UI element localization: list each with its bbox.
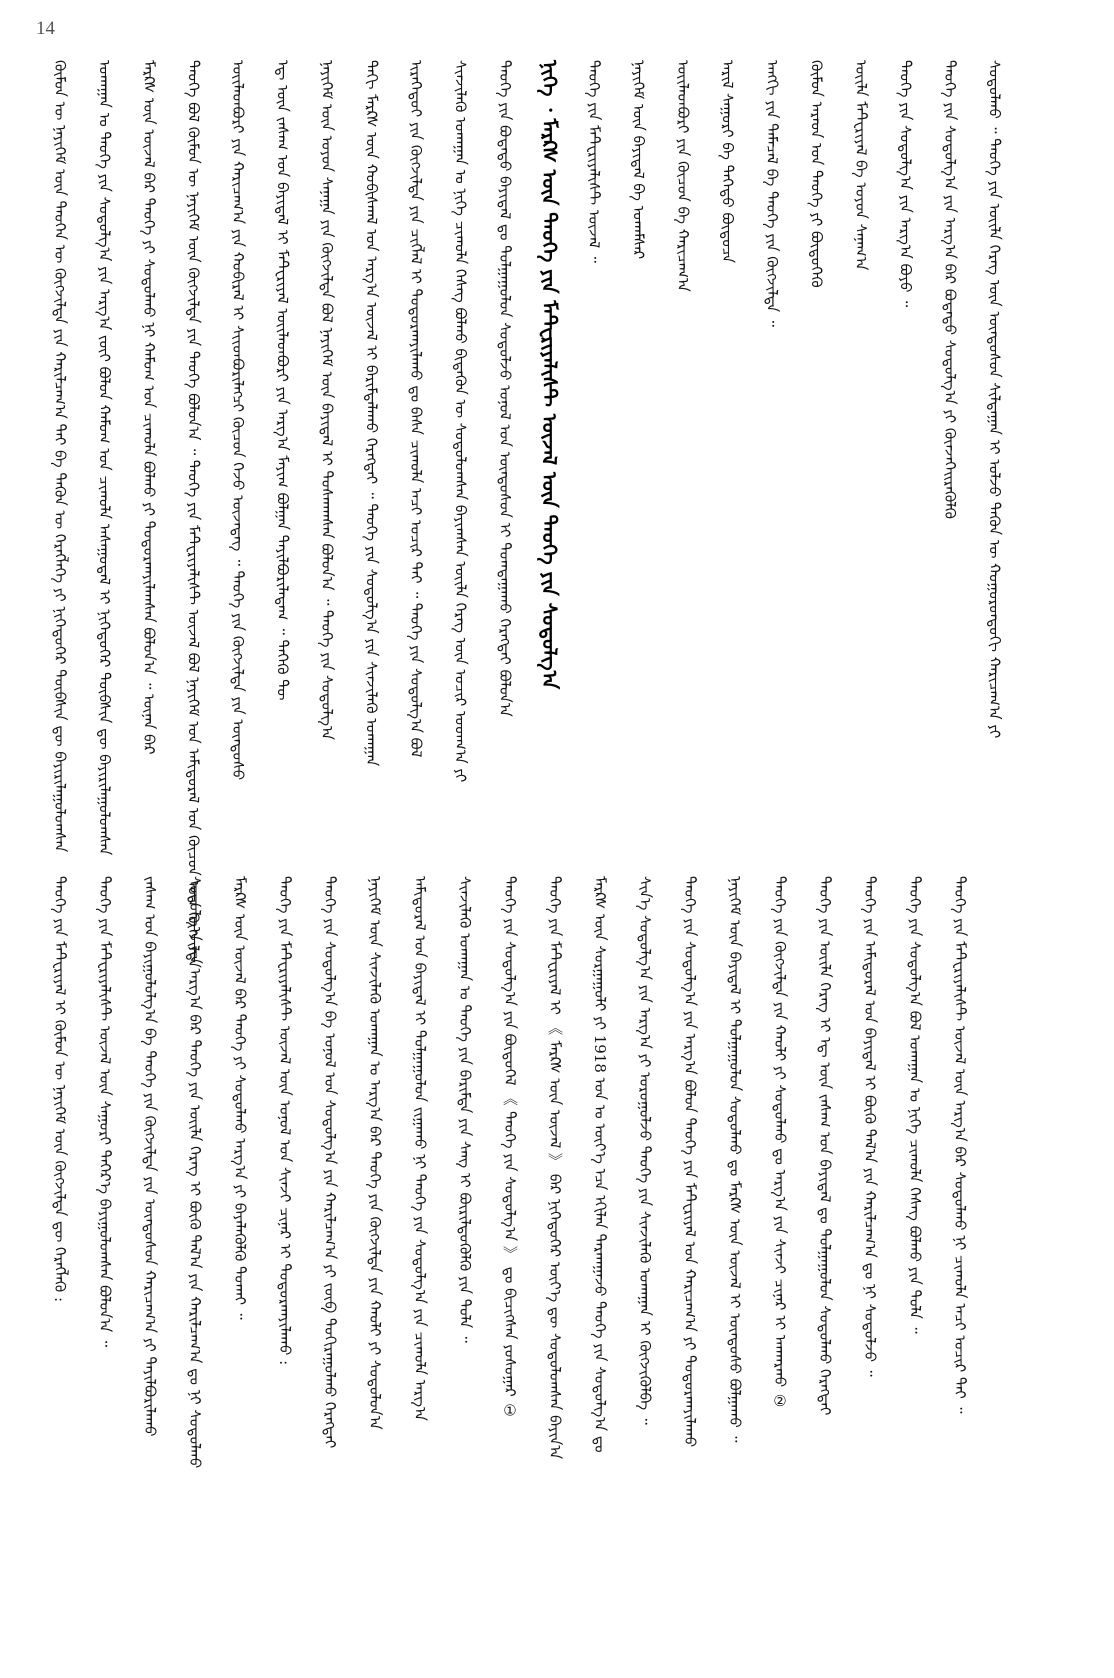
text-column bbox=[495, 60, 515, 850]
text-column bbox=[896, 60, 916, 850]
text-column-content: ᠦᠢᠯᠡᠳᠪᠦᠷᠢ ᠶᠢᠨ ᠬᠠᠷᠢᠴᠠᠭ᠎ᠠ ᠶᠢᠨ ᠬᠤᠪᠢᠷᠠᠯ ᠢ ᠰᠢᠢᠳᠪᠦᠷᠢᠯᠡᠭᠴᠢ ᠬᠦᠴᠦᠨ ᠭᠡᠵᠦ ᠦᠵᠡᠳᠡᠭ ᠃ ᠲᠡᠦᠬᠡ ᠶᠢᠨ ᠬᠦᠭᠵᠢᠯᠲᠡ ᠶᠢᠨ ᠦᠨᠳᠦᠰᠦ bbox=[229, 60, 247, 781]
text-column bbox=[860, 876, 880, 1662]
text-column bbox=[905, 876, 925, 1662]
text-column-content: ᠨᠡᠶᠢᠭᠡᠮ ᠦᠨ ᠤᠶᠤᠨ ᠰᠠᠨᠠᠭᠠ ᠶᠢᠨ ᠬᠦᠭᠵᠢᠯᠲᠡ ᠪᠣᠯ ᠨᠡᠶᠢᠭᠡᠮ ᠦᠨ ᠪᠠᠶᠢᠳᠠᠯ ᠢ ᠲᠤᠰᠬᠠᠭᠰᠠᠨ ᠪᠣᠯᠤᠨ᠎ᠠ ᠃ ᠲᠡᠦᠬᠡ ᠶᠢᠨ ᠰᠤᠳᠤᠯᠭ᠎ᠠ bbox=[318, 60, 336, 740]
page-number: 14 bbox=[36, 18, 55, 39]
text-column-content: ᠬᠦᠮᠦᠨ ᠦ ᠨᠡᠶᠢᠭᠡᠮ ᠦᠨ ᠲᠡᠦᠬᠡᠨ ᠦ ᠬᠦᠭᠵᠢᠯᠲᠡ ᠶᠢᠨ ᠬᠠᠷᠢᠯᠴᠠᠭ᠎ᠠ ᠲᠠᠢ ᠪᠠ ᠲᠡᠭᠦᠨ ᠦ ᠬᠡᠷᠡᠭᠯᠡᠭᠡ ᠶᠢ ᠨᠢᠭᠡᠳᠦᠭᠡᠷ ᠲᠦᠪᠰᠢᠨ ᠳᠦ ᠪᠠᠶᠢᠷᠢᠯᠠᠭᠤᠯᠤᠭᠰᠠᠨ bbox=[51, 60, 69, 853]
text-column bbox=[228, 60, 248, 850]
text-column-content: ᠮᠠᠷᠺᠰ ᠦᠨ ᠦᠵᠡᠯ ᠪᠠᠷ ᠲᠡᠦᠬᠡ ᠶᠢ ᠰᠤᠳᠤᠯᠬᠤ ᠨᠢ ᠬᠠᠮᠤᠭ ᠤᠨ ᠴᠢᠬᠤᠯᠠ ᠪᠣᠯᠬᠤ ᠶᠢ ᠲᠣᠳᠣᠷᠬᠠᠶᠢᠯᠠᠭᠰᠠᠨ ᠪᠣᠯᠤᠨ᠎ᠠ ᠃ ᠦᠨᠡᠨ ᠪᠡᠷ bbox=[140, 60, 158, 755]
text-column bbox=[500, 876, 520, 1662]
text-column-content: ᠲᠡᠦᠬᠡ ᠶᠢᠨ ᠮᠠᠲ᠋ᠧᠷᠢᠶᠠᠯ ᠢ ᠬᠦᠮᠦᠨ ᠦ ᠨᠡᠶᠢᠭᠡᠮ ᠦᠨ ᠬᠦᠭᠵᠢᠯᠲᠡ ᠳᠦ ᠬᠡᠷᠡᠭᠯᠡᠬᠦ : bbox=[51, 876, 69, 1303]
text-column-content: ᠨᠡᠶᠢᠭᠡᠮ ᠦᠨ ᠪᠠᠶᠢᠳᠠᠯ ᠢ ᠲᠤᠯᠭᠠᠭᠤᠯᠤᠨ ᠰᠤᠳᠤᠯᠬᠤ ᠳᠤ ᠮᠠᠷᠺᠰ ᠦᠨ ᠦᠵᠡᠯ ᠢ ᠦᠨᠳᠦᠰᠦ ᠪᠣᠯᠭᠠᠬᠤ ᠃ bbox=[726, 876, 744, 1443]
text-column bbox=[406, 60, 426, 850]
text-column-content: ᠲᠡᠦᠬᠡ ᠶᠢᠨ ᠰᠤᠳᠤᠯᠭ᠎ᠠ ᠶᠢᠨ ᠠᠷᠭ᠎ᠠ ᠪᠤᠶᠤ ᠃ bbox=[896, 60, 915, 308]
text-column-content: ᠲᠡᠦᠬᠡ ᠪᠣᠯ ᠬᠦᠮᠦᠨ ᠦ ᠨᠡᠶᠢᠭᠡᠮ ᠦᠨ ᠬᠦᠭᠵᠢᠯᠲᠡ ᠶᠢᠨ ᠲᠡᠦᠬᠡ ᠪᠣᠯᠤᠨ᠎ᠠ ᠃ ᠲᠡᠦᠬᠡ ᠶᠢᠨ ᠮᠠᠲ᠋ᠧᠷᠢᠶᠠᠯᠢᠰᠲ ᠦᠵᠡᠯ ᠪᠣᠯ ᠨᠡᠶᠢᠭᠡᠮ ᠤᠨ ᠠᠮᠢᠳᠤᠷᠠᠯ ᠤᠨ ᠬᠦᠴᠦᠨ ᠦᠨ ᠬᠦᠭᠵᠢᠯᠲᠡ bbox=[184, 60, 203, 968]
text-column bbox=[590, 876, 610, 1662]
text-column-content: ᠰᠢᠨᠵᠢᠯᠡᠬᠦ ᠤᠬᠠᠭᠠᠨ ᠤ ᠨᠢᠭᠡ ᠴᠢᠬᠤᠯᠠ ᠬᠡᠰᠡᠭ ᠪᠣᠯᠬᠤ ᠪᠢᠳᠡᠬᠦᠨ ᠦ ᠰᠤᠳᠤᠯᠤᠭᠰᠠᠨ ᠪᠠᠶᠢᠭᠰᠠᠨ ᠦᠢᠯᠡ ᠬᠡᠷᠡᠭ ᠦᠨ ᠤᠴᠢᠷ ᠤᠳᠬ᠎ᠠ ᠶᠢ bbox=[451, 60, 470, 783]
text-column bbox=[320, 876, 340, 1662]
text-column bbox=[718, 60, 738, 850]
text-column-content: ᠠᠮᠢᠳᠤᠷᠠᠯ ᠤᠨ ᠪᠠᠶᠢᠳᠠᠯ ᠢ ᠲᠤᠯᠭᠠᠭᠤᠯᠤᠨ ᠵᠢᠭᠠᠬᠤ ᠨᠢ ᠲᠡᠦᠬᠡ ᠶᠢᠨ ᠰᠤᠳᠤᠯᠭ᠎ᠠ ᠶᠢᠨ ᠴᠢᠬᠤᠯᠠ ᠠᠷᠭ᠎ᠠ bbox=[411, 876, 429, 1421]
text-column bbox=[635, 876, 655, 1662]
text-column bbox=[451, 60, 471, 850]
text-column bbox=[673, 60, 693, 850]
text-column bbox=[629, 60, 649, 850]
text-column-content: ᠨᠡᠶᠢᠭᠡᠮ ᠦᠨ ᠪᠠᠶᠢᠳᠠᠯ ᠪᠠ ᠤᠬᠠᠮᠰᠠᠷ bbox=[629, 60, 648, 260]
text-column-content: ᠲᠡᠦᠬᠡ ᠶᠢᠨ ᠮᠠᠲ᠋ᠧᠷᠢᠶᠠᠯᠢᠰᠲ ᠦᠵᠡᠯ ᠦᠨ ᠠᠷᠭ᠎ᠠ ᠪᠠᠷ ᠰᠤᠳᠤᠯᠬᠤ ᠨᠢ ᠴᠢᠬᠤᠯᠠ ᠠᠴᠢ ᠤᠴᠢᠷ ᠲᠠᠢ ᠃ bbox=[951, 876, 969, 1414]
text-column-content: ᠲᠡᠦᠬᠡ ᠶᠢᠨ ᠰᠤᠳᠤᠯᠭ᠎ᠠ ᠶᠢᠨ ᠠᠷᠭ᠎ᠠ ᠪᠠᠷ ᠪᠣᠳᠠᠲᠤ ᠰᠤᠳᠤᠯᠭ᠎ᠠ ᠶᠢ ᠭᠦᠨᠵᠡᠭᠡᠢᠷᠡᠭᠦᠯᠬᠦ bbox=[941, 60, 959, 519]
text-column bbox=[985, 60, 1005, 850]
text-column bbox=[362, 60, 382, 850]
section-heading bbox=[537, 60, 562, 850]
text-column bbox=[680, 876, 700, 1662]
text-column bbox=[50, 876, 70, 1662]
text-column bbox=[185, 876, 205, 1662]
top-text-block bbox=[0, 60, 1114, 968]
text-column-content: ᠬᠦᠮᠦᠨ ᠠᠷᠠᠳ ᠤᠨ ᠲᠡᠦᠬᠡ ᠶᠢ ᠪᠦᠲᠦᠭᠡᠬᠦ bbox=[807, 60, 826, 288]
text-column bbox=[95, 60, 115, 856]
text-column bbox=[50, 60, 70, 853]
text-column bbox=[584, 60, 604, 850]
text-column-content: ᠢᠷᠡᠭᠡᠳᠦᠢ ᠶᠢᠨ ᠬᠦᠭᠵᠢᠯᠲᠡ ᠶᠢᠨ ᠴᠢᠭᠯᠡᠯ ᠢ ᠲᠣᠳᠣᠷᠬᠠᠶᠢᠯᠠᠬᠤ ᠳᠤ ᠪᠠᠰᠠ ᠴᠢᠬᠤᠯᠠ ᠠᠴᠢ ᠤᠴᠢᠷ ᠲᠠᠢ ᠃ ᠲᠡᠦᠬᠡ ᠶᠢᠨ ᠰᠤᠳᠤᠯᠭ᠎ᠠ ᠪᠣᠯ bbox=[407, 60, 425, 758]
text-column-content: ᠲᠡᠦᠬᠡ ᠶᠢᠨ ᠮᠠᠲ᠋ᠧᠷᠢᠶᠠᠯᠢᠰᠲ ᠦᠵᠡᠯ ᠦᠨ ᠣᠨᠣᠯ ᠤᠨ ᠰᠢᠨᠵᠢ ᠴᠢᠨᠠᠷ ᠢ ᠲᠣᠳᠣᠷᠬᠠᠶᠢᠯᠠᠬᠤ : bbox=[276, 876, 294, 1366]
text-column-content: ᠲᠡᠦᠬᠡ ᠶᠢᠨ ᠰᠤᠳᠤᠯᠭ᠎ᠠ ᠶᠢᠨ ᠠᠷᠭ᠎ᠠ ᠪᠣᠯᠤᠨ ᠲᠡᠦᠬᠡ ᠶᠢᠨ ᠮᠠᠲ᠋ᠧᠷᠢᠶᠠᠯ ᠤᠨ ᠬᠠᠷᠢᠴᠠᠭ᠎ᠠ ᠶᠢ ᠲᠣᠳᠣᠷᠬᠠᠶᠢᠯᠠᠬᠤ bbox=[681, 876, 699, 1448]
text-column-content: ᠮᠠᠷᠺᠰ ᠦᠨ ᠦᠵᠡᠯ ᠪᠠᠷ ᠲᠡᠦᠬᠡ ᠶᠢ ᠰᠤᠳᠤᠯᠬᠤ ᠠᠷᠭ᠎ᠠ ᠶᠢ ᠪᠡᠶᠡᠯᠡᠭᠦᠯᠬᠦ ᠲᠤᠬᠠᠢ ᠃ bbox=[231, 876, 249, 1320]
text-column bbox=[815, 876, 835, 1662]
text-column bbox=[184, 60, 204, 968]
text-column-content: ᠤᠬᠠᠭᠠᠨ ᠤ ᠲᠡᠦᠬᠡ ᠶᠢᠨ ᠰᠤᠳᠤᠯᠭ᠎ᠠ ᠶᠢᠨ ᠠᠷᠭ᠎ᠠ ᠵᠦᠢ ᠪᠣᠯᠤᠨ ᠬᠠᠮᠤᠭ ᠤᠨ ᠴᠢᠬᠤᠯᠠ ᠠᠰᠠᠭᠤᠳᠠᠯ ᠢ ᠨᠢᠭᠡᠳᠦᠭᠡᠷ ᠲᠦᠪᠰᠢᠨ ᠳᠦ ᠪᠠᠶᠢᠷᠢᠯᠠᠭᠤᠯᠤᠭᠰᠠᠨ bbox=[95, 60, 114, 856]
text-column-content: ᠰᠢᠨᠵᠢᠯᠡᠬᠦ ᠤᠬᠠᠭᠠᠨ ᠤ ᠲᠡᠦᠬᠡ ᠶᠢᠨ ᠪᠠᠷᠢᠮᠲᠠ ᠶᠢᠨ ᠰᠠᠩ ᠢ ᠪᠦᠷᠢᠯᠳᠦᠭᠦᠯᠬᠦ ᠶᠢᠨ ᠲᠤᠯᠠ ᠃ bbox=[456, 876, 474, 1343]
text-column-content: ᠨᠡᠶᠢᠭᠡᠮ ᠦᠨ ᠰᠢᠨᠵᠢᠯᠡᠬᠦ ᠤᠬᠠᠭᠠᠨ ᠤ ᠠᠷᠭ᠎ᠠ ᠪᠠᠷ ᠲᠡᠦᠬᠡ ᠶᠢᠨ ᠬᠦᠭᠵᠢᠯᠲᠡ ᠶᠢᠨ ᠬᠠᠤᠯᠢ ᠶᠢ ᠰᠤᠳᠤᠯᠤᠨ᠎ᠠ bbox=[366, 876, 384, 1430]
text-column-content: ᠰᠢᠨ᠎ᠡ ᠰᠤᠳᠤᠯᠭ᠎ᠠ ᠶᠢᠨ ᠠᠷᠭ᠎ᠠ ᠶᠢ ᠣᠷᠣᠭᠤᠯᠵᠤ ᠲᠡᠦᠬᠡ ᠶᠢᠨ ᠰᠢᠨᠵᠢᠯᠡᠬᠦ ᠤᠬᠠᠭᠠᠨ ᠢ ᠬᠦᠭᠵᠢᠭᠦᠯᠪᠡ ᠃ bbox=[636, 876, 654, 1425]
text-column bbox=[455, 876, 475, 1662]
text-column bbox=[410, 876, 430, 1662]
text-column-content: ᠲᠡᠦᠬᠡ ᠶᠢᠨ ᠮᠠᠲ᠋ᠧᠷᠢᠶᠠᠯᠢᠰᠲ ᠦᠵᠡᠯ ᠃ bbox=[585, 60, 603, 263]
text-column-content: ᠨᠢᠭᠡ ᠂ ᠮᠠᠷᠺᠰ ᠦᠨ ᠲᠡᠦᠬᠡ ᠶᠢᠨ ᠮᠠᠲ᠋ᠧᠷᠢᠶᠠᠯᠢᠰᠲ ᠦᠵᠡᠯ ᠦᠨ ᠲᠡᠦᠬᠡ ᠶᠢᠨ ᠰᠤᠳᠤᠯᠭ᠎ᠠ bbox=[537, 60, 562, 690]
text-column-content: ᠦᠢᠯᠡᠳᠪᠦᠷᠢ ᠶᠢᠨ ᠬᠦᠴᠦᠨ ᠪᠠ ᠬᠠᠷᠢᠴᠠᠭ᠎ᠠ bbox=[674, 60, 692, 292]
text-column bbox=[770, 876, 790, 1662]
text-column bbox=[807, 60, 827, 850]
text-column-content: ᠡᠳ᠋ ᠦᠨ ᠵᠠᠰᠠᠭ ᠤᠨ ᠪᠠᠶᠢᠳᠠᠯ ᠢ ᠮᠠᠲ᠋ᠧᠷᠢᠶᠠᠯ ᠦᠢᠯᠡᠳᠪᠦᠷᠢ ᠶᠢᠨ ᠠᠷᠭ᠎ᠠ ᠮᠠᠶᠢᠭ ᠪᠣᠯᠭᠠᠨ ᠲᠠᠶᠢᠯᠪᠤᠷᠢᠯᠠᠳᠠᠭ ᠃ ᠲᠡᠭᠡᠬᠦ ᠲᠦ bbox=[273, 60, 292, 701]
text-column-content: ᠲᠡᠦᠬᠡ ᠶᠢᠨ ᠮᠠᠲ᠋ᠧᠷᠢᠶᠠᠯᠢᠰᠲ ᠦᠵᠡᠯ ᠦᠨ ᠰᠠᠭᠤᠷᠢ ᠳᠡᠭᠡᠷ᠎ᠡ ᠪᠠᠶᠢᠭᠤᠯᠤᠭᠰᠠᠨ ᠪᠣᠯᠤᠨ᠎ᠠ ᠃ bbox=[96, 876, 114, 1347]
text-column bbox=[273, 60, 293, 850]
text-column bbox=[545, 876, 565, 1662]
text-column-content: ᠠᠷᠢᠯ ᠰᠠᠭᠤᠷᠢ ᠪᠠ ᠳᠡᠭᠡᠳᠦ ᠪᠦᠲᠦᠴᠡ bbox=[718, 60, 737, 264]
text-column bbox=[365, 876, 385, 1662]
text-column bbox=[139, 60, 159, 850]
text-column bbox=[950, 876, 970, 1662]
text-column-content: ᠦᠢᠯᠡ ᠮᠠᠲ᠋ᠧᠷᠢᠶᠠᠯ ᠪᠠ ᠤᠶᠤᠨ ᠰᠠᠨᠠᠭ᠎ᠠ bbox=[852, 60, 870, 271]
text-column bbox=[275, 876, 295, 1662]
text-column-content: ᠲᠡᠦᠬᠡ ᠶᠢᠨ ᠠᠮᠢᠳᠤᠷᠠᠯ ᠤᠨ ᠪᠠᠶᠢᠳᠠᠯ ᠢ ᠪᠦᠬᠦ ᠲᠠᠯ᠎ᠠ ᠶᠢᠨ ᠬᠠᠷᠢᠯᠴᠠᠭ᠎ᠠ ᠳᠤ ᠨᠢ ᠰᠤᠳᠤᠯᠵᠤ ᠃ bbox=[861, 876, 879, 1377]
text-column bbox=[762, 60, 782, 850]
text-column-content: ᠲᠡᠦᠬᠡ ᠶᠢᠨ ᠪᠣᠳᠠᠲᠤ ᠪᠠᠶᠢᠳᠠᠯ ᠳᠤ ᠲᠤᠯᠭᠠᠭᠤᠯᠤᠨ ᠰᠤᠳᠤᠯᠵᠤ ᠣᠨᠣᠯ ᠤᠨ ᠦᠨᠳᠦᠰᠦᠨ ᠢ ᠲᠣᠭᠲᠠᠭᠠᠬᠤ ᠬᠡᠷᠡᠭᠲᠡᠢ ᠪᠣᠯᠤᠨ᠎ᠠ bbox=[496, 60, 514, 717]
text-column-content: ᠲᠡᠦᠬᠡ ᠶᠢᠨ ᠮᠠᠲ᠋ᠧᠷᠢᠶᠠᠯ ᠢ 《 ᠮᠠᠷᠺᠰ ᠦᠨ ᠦᠵᠡᠯ 》 ᠪᠠᠷ ᠨᠢᠭᠡᠳᠦᠭᠡᠷ ᠦᠶ᠎ᠡ ᠳᠦ ᠰᠤᠳᠤᠯᠤᠭᠰᠠᠨ ᠪᠠᠶᠢᠨ᠎ᠠ bbox=[546, 876, 564, 1460]
text-column bbox=[230, 876, 250, 1662]
text-column bbox=[140, 876, 160, 1662]
text-column-content: ᠲᠡᠦᠬᠡ ᠶᠢᠨ ᠦᠢᠯᠡ ᠬᠡᠷᠡᠭ ᠢ ᠡᠳ᠋ ᠦᠨ ᠵᠠᠰᠠᠭ ᠤᠨ ᠪᠠᠶᠢᠳᠠᠯ ᠳᠤ ᠲᠤᠯᠭᠠᠭᠤᠯᠤᠨ ᠰᠤᠳᠤᠯᠬᠤ ᠬᠡᠷᠡᠭᠲᠡᠢ bbox=[816, 876, 834, 1416]
text-column bbox=[317, 60, 337, 850]
text-column-content: ᠰᠤᠳᠤᠯᠬᠤ ᠃ ᠲᠡᠦᠬᠡ ᠶᠢᠨ ᠦᠢᠯᠡ ᠬᠡᠷᠡᠭ ᠦᠨ ᠦᠨᠳᠦᠰᠦᠨ ᠰᠢᠯᠲᠠᠭᠠᠨ ᠢ ᠣᠯᠵᠤ ᠲᠡᠭᠦᠨ ᠦ ᠬᠣᠭᠣᠷᠣᠨᠳᠤᠬᠢ ᠬᠠᠷᠢᠴᠠᠭ᠎ᠠ ᠶᠢ bbox=[985, 60, 1004, 739]
text-column bbox=[940, 60, 960, 850]
text-column bbox=[851, 60, 871, 850]
text-column-content: ᠠᠩᠭᠢ ᠶᠢᠨ ᠲᠡᠮᠡᠴᠡᠯ ᠪᠠ ᠲᠡᠦᠬᠡ ᠶᠢᠨ ᠬᠦᠭᠵᠢᠯᠲᠡ ᠃ bbox=[763, 60, 781, 327]
text-column-content: ᠮᠠᠷᠺᠰ ᠦᠨ ᠰᠤᠷᠭᠠᠭᠤᠯᠢ ᠶᠢ 1918 ᠣᠨ ᠤ ᠦᠶ᠎ᠡ ᠡᠴᠡ ᠡᠬᠢᠯᠡᠨ ᠲᠠᠷᠬᠠᠭᠠᠵᠤ ᠲᠡᠦᠬᠡ ᠶᠢᠨ ᠰᠤᠳᠤᠯᠭ᠎ᠠ ᠳᠤ bbox=[591, 876, 609, 1453]
bottom-text-block bbox=[0, 876, 1114, 1662]
text-column-content: ᠲᠡᠦᠬᠡ ᠶᠢᠨ ᠰᠤᠳᠤᠯᠭ᠎ᠠ ᠪᠣᠯ ᠤᠬᠠᠭᠠᠨ ᠤ ᠨᠢᠭᠡ ᠴᠢᠬᠤᠯᠠ ᠬᠡᠰᠡᠭ ᠪᠣᠯᠬᠤ ᠶᠢᠨ ᠲᠤᠯᠠ ᠃ bbox=[906, 876, 924, 1334]
text-column-content: ᠲᠡᠦᠬᠡ ᠶᠢᠨ ᠬᠦᠭᠵᠢᠯᠲᠡ ᠶᠢᠨ ᠬᠠᠤᠯᠢ ᠶᠢ ᠰᠤᠳᠤᠯᠬᠤ ᠳᠤ ᠠᠷᠭ᠎ᠠ ᠶᠢᠨ ᠰᠢᠨᠵᠢ ᠴᠢᠨᠠᠷ ᠢ ᠠᠨᠬᠠᠷᠬᠤ ② bbox=[771, 876, 789, 1410]
text-column-content: ᠵᠠᠰᠠᠭ ᠤᠨ ᠪᠠᠶᠢᠭᠤᠯᠤᠯᠭ᠎ᠠ ᠪᠠ ᠲᠡᠦᠬᠡ ᠶᠢᠨ ᠬᠦᠭᠵᠢᠯᠲᠡ ᠶᠢᠨ ᠦᠨᠳᠦᠰᠦᠨ ᠬᠠᠷᠢᠴᠠᠭ᠎ᠠ ᠶᠢ ᠲᠠᠶᠢᠯᠪᠤᠷᠢᠯᠠᠬᠤ bbox=[141, 876, 159, 1437]
text-column-content: ᠲᠡᠦᠬᠡ ᠶᠢᠨ ᠰᠤᠳᠤᠯᠭ᠎ᠠ ᠶᠢᠨ ᠪᠦᠲᠦᠭᠡᠯ 《 ᠲᠡᠦᠬᠡ ᠶᠢᠨ ᠰᠤᠳᠤᠯᠭ᠎ᠠ 》 ᠳᠤ ᠪᠢᠴᠢᠭᠰᠡᠨ ᠶᠣᠰᠤᠭᠠᠷ ① bbox=[501, 876, 519, 1420]
text-column bbox=[725, 876, 745, 1662]
text-column-content: ᠳᠠᠬᠢ ᠮᠠᠷᠺᠰ ᠦᠨ ᠬᠤᠪᠢᠰᠬᠠᠯ ᠤᠨ ᠠᠷᠭ᠎ᠠ ᠦᠵᠡᠯ ᠢ ᠪᠠᠷᠢᠮᠲᠠᠯᠠᠬᠤ ᠬᠡᠷᠡᠭᠲᠡᠢ ᠃ ᠲᠡᠦᠬᠡ ᠶᠢᠨ ᠰᠤᠳᠤᠯᠭ᠎ᠠ ᠶᠢᠨ ᠰᠢᠨᠵᠢᠯᠡᠬᠦ ᠤᠬᠠᠭᠠᠨ bbox=[362, 60, 381, 767]
text-column-content: ᠰᠤᠳᠤᠯᠭ᠎ᠠ ᠶᠢᠨ ᠠᠷᠭ᠎ᠠ ᠪᠠᠷ ᠲᠡᠦᠬᠡ ᠶᠢᠨ ᠦᠢᠯᠡ ᠬᠡᠷᠡᠭ ᠢ ᠪᠦᠬᠦ ᠲᠠᠯ᠎ᠠ ᠶᠢᠨ ᠬᠠᠷᠢᠯᠴᠠᠭ᠎ᠠ ᠳᠤ ᠨᠢ ᠰᠤᠳᠤᠯᠬᠤ bbox=[186, 876, 204, 1469]
text-column bbox=[95, 876, 115, 1662]
text-column-content: ᠲᠡᠦᠬᠡ ᠶᠢᠨ ᠰᠤᠳᠤᠯᠭ᠎ᠠ ᠪᠠ ᠣᠨᠣᠯ ᠤᠨ ᠰᠤᠳᠤᠯᠭ᠎ᠠ ᠶᠢᠨ ᠬᠠᠷᠢᠯᠴᠠᠭ᠎ᠠ ᠶᠢ ᠵᠦᠪ ᠲᠤᠬᠢᠷᠠᠭᠤᠯᠬᠤ ᠬᠡᠷᠡᠭᠲᠡᠢ bbox=[321, 876, 339, 1449]
